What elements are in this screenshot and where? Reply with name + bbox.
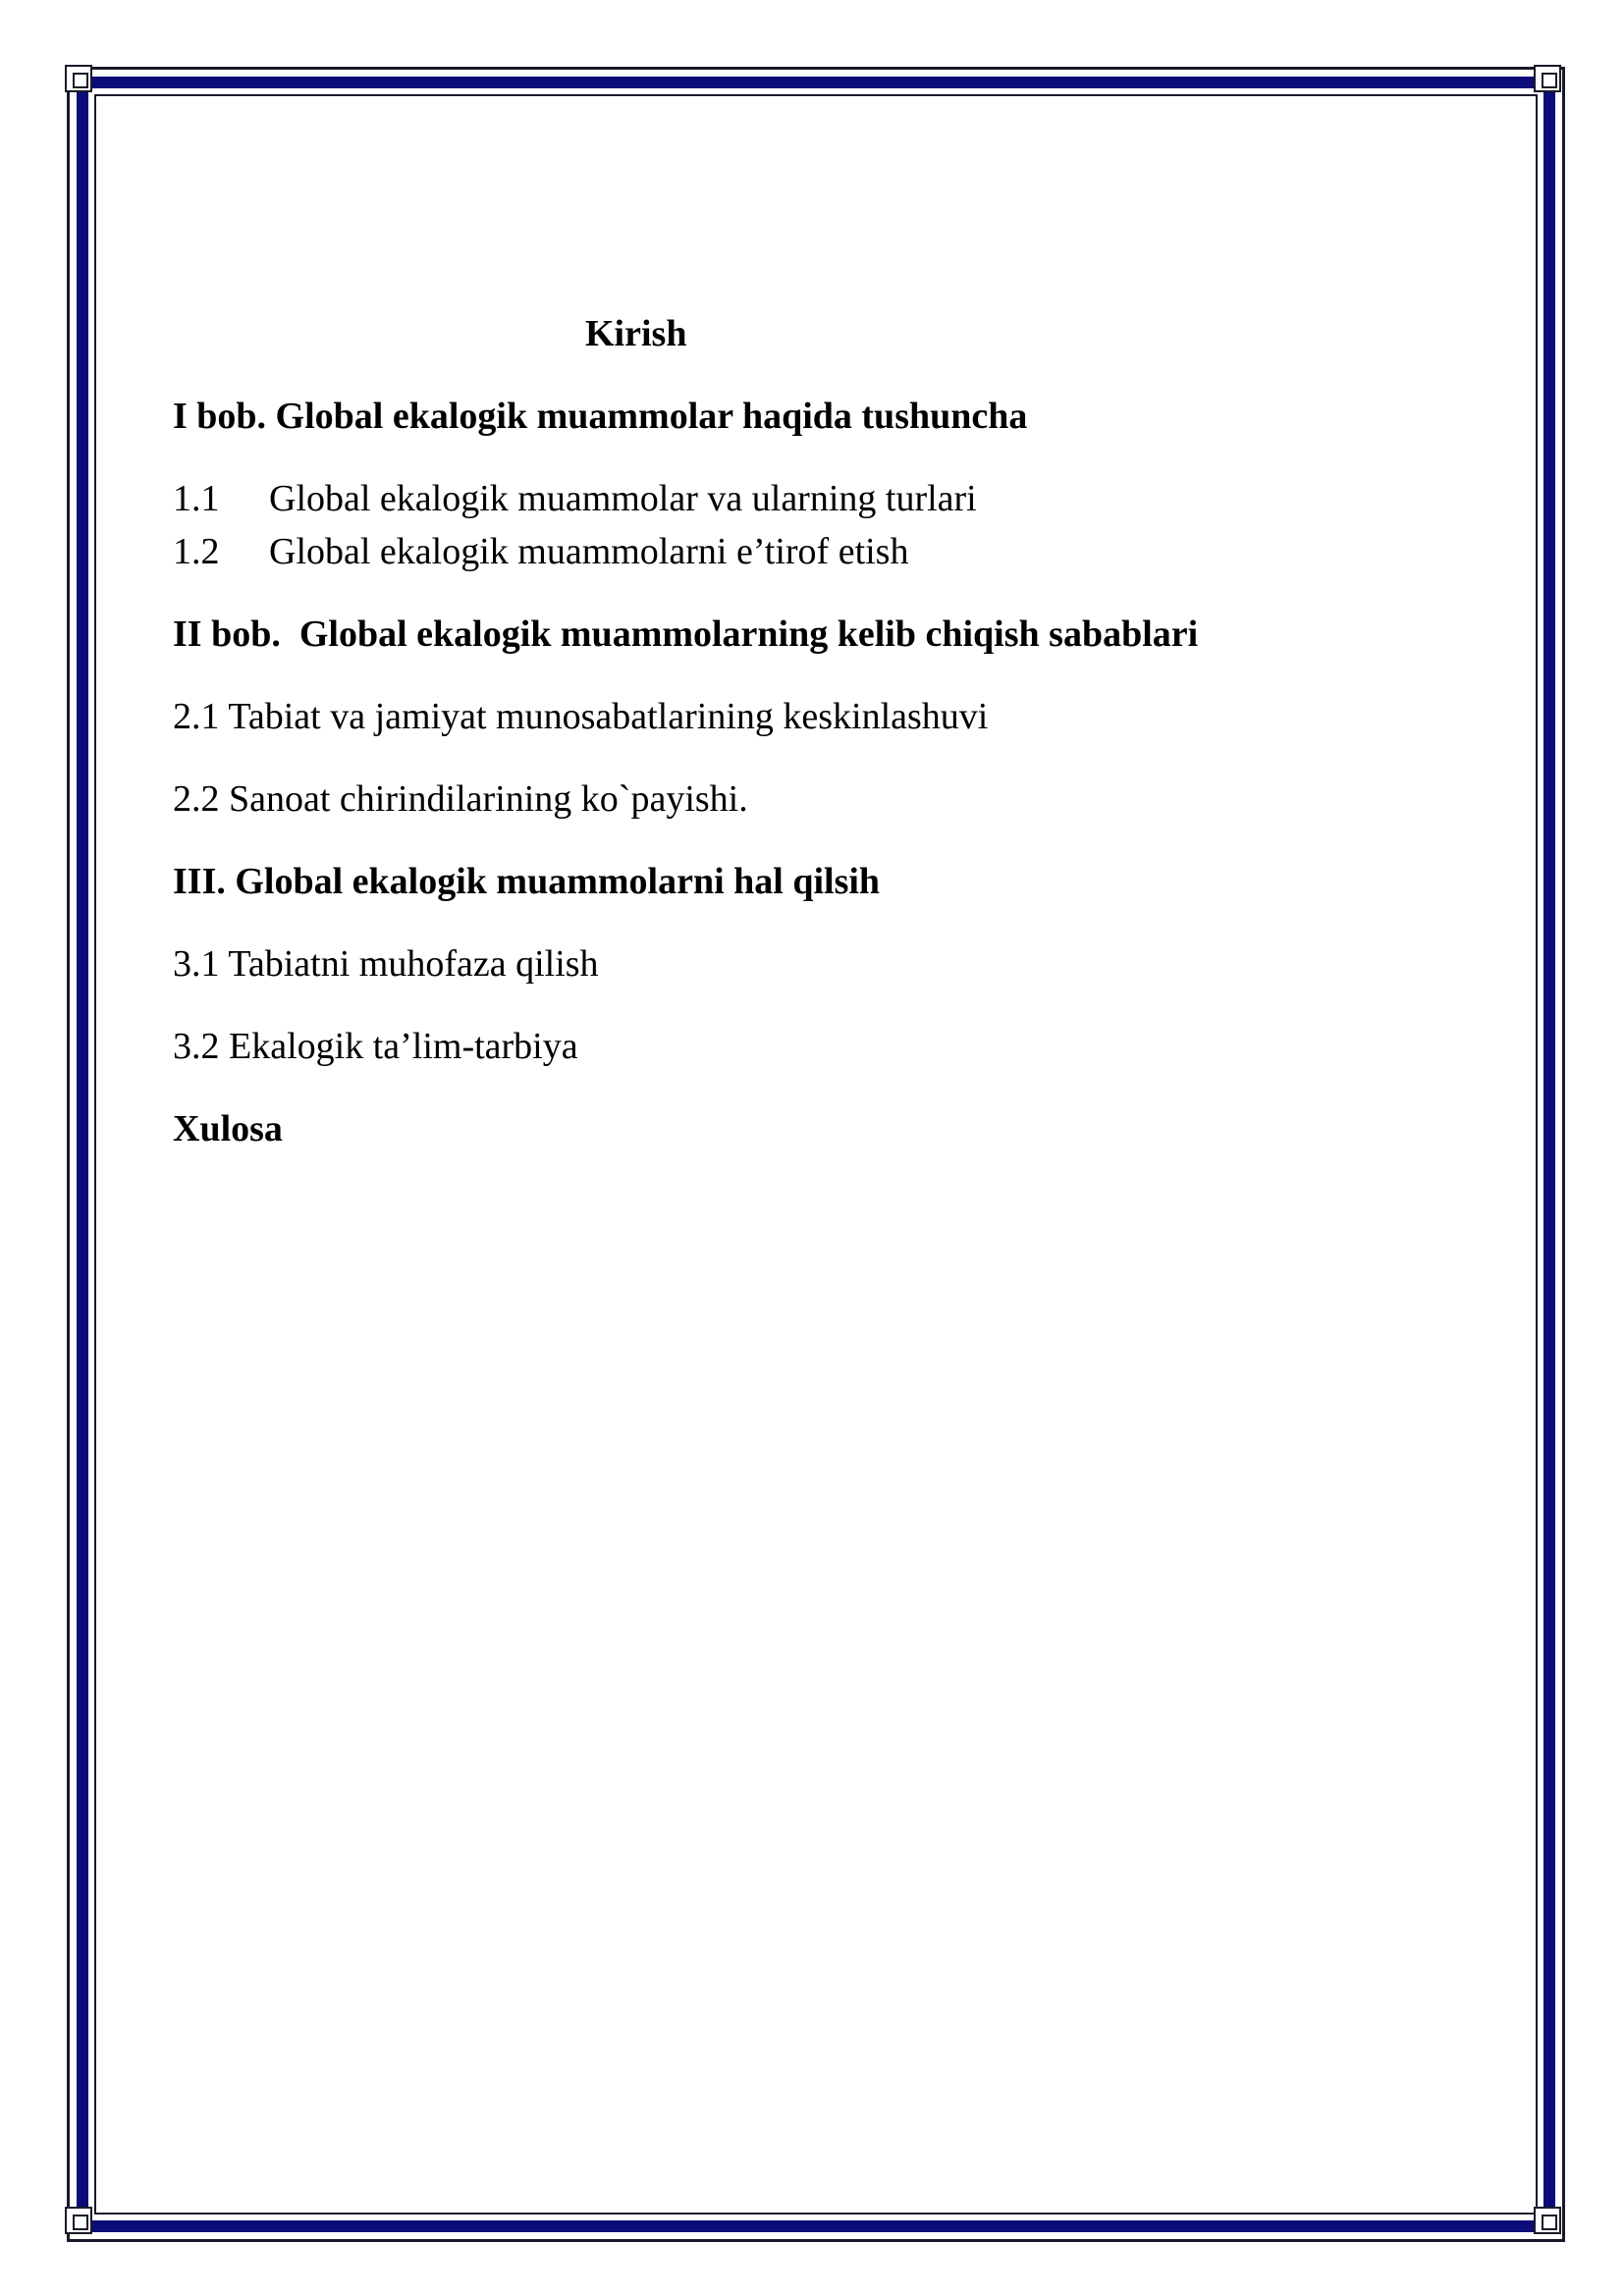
toc-intro: Kirish <box>585 313 687 354</box>
toc-item-1-1 <box>173 477 1449 520</box>
toc-item-1-2 <box>173 530 1449 573</box>
toc-chapter-1-title: I bob. Global ekalogik muammolar haqida tushuncha <box>173 396 1028 437</box>
toc-chapter-3-title: III. Global ekalogik muammolarni hal qilsih <box>173 861 881 902</box>
corner-ornament-bottom-left <box>65 2207 92 2234</box>
corner-ornament-top-right <box>1534 65 1561 92</box>
toc-conclusion: Xulosa <box>173 1108 283 1149</box>
toc-item-number: 1.2 <box>173 531 220 572</box>
toc-item-3-2: 3.2 Ekalogik ta’lim-tarbiya <box>173 1026 578 1067</box>
corner-ornament-top-left <box>65 65 92 92</box>
toc-item-2-2: 2.2 Sanoat chirindilarining ko`payishi. <box>173 778 748 820</box>
toc-item-text: Global ekalogik muammolar va ularning turlari <box>269 478 977 519</box>
toc-item-2-1: 2.1 Tabiat va jamiyat munosabatlarining keskinlashuvi <box>173 696 989 737</box>
toc-item-text: Global ekalogik muammolarni e’tirof etish <box>269 531 909 572</box>
table-of-contents <box>173 312 1449 1150</box>
corner-ornament-bottom-right <box>1534 2207 1561 2234</box>
toc-item-number: 1.1 <box>173 478 220 519</box>
toc-item-3-1: 3.1 Tabiatni muhofaza qilish <box>173 943 599 985</box>
toc-chapter-2-title: II bob. Global ekalogik muammolarning kelib chiqish sabablari <box>173 614 1199 655</box>
